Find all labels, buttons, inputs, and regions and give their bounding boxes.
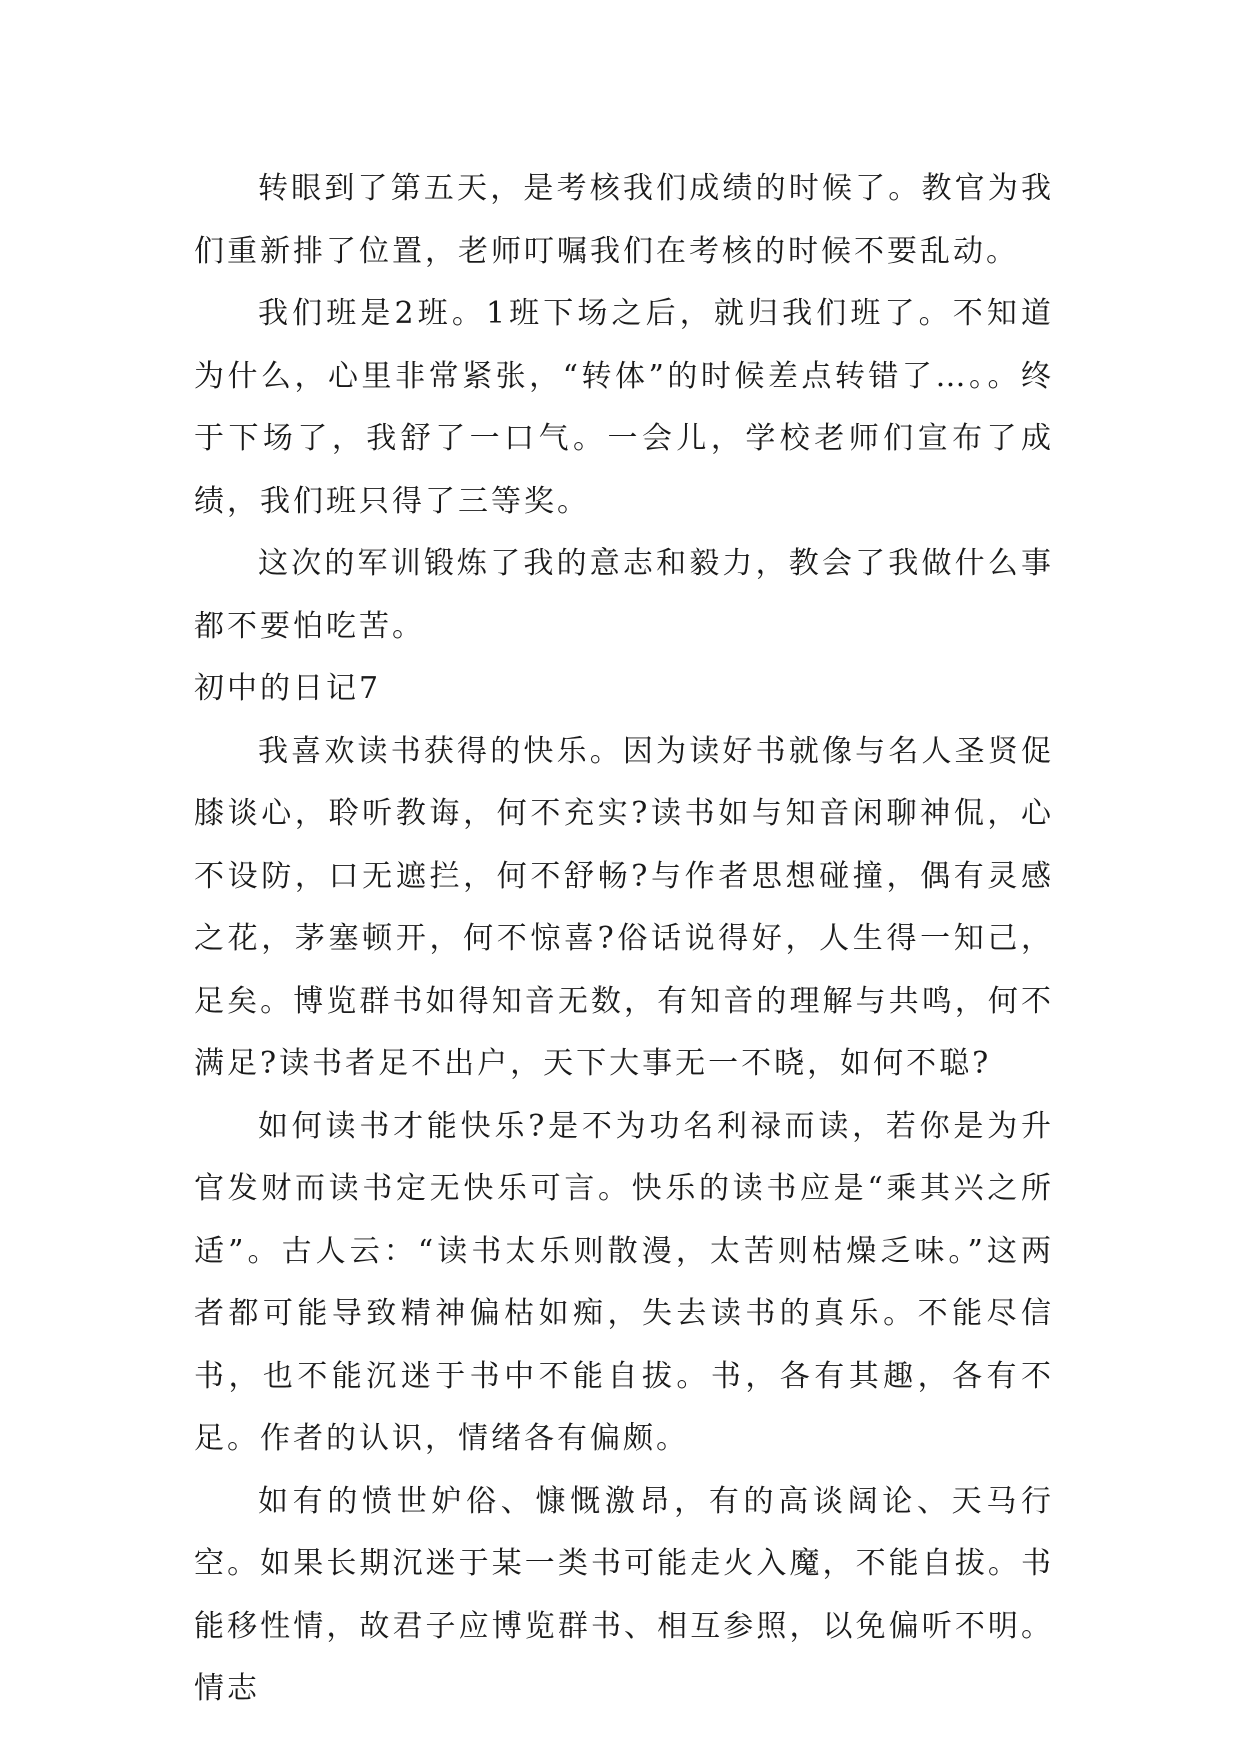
paragraph: 我喜欢读书获得的快乐。因为读好书就像与名人圣贤促膝谈心，聆听教诲，何不充实?读书如与知音闲聊神侃，心不设防，口无遮拦，何不舒畅?与作者思想碰撞，偶有灵感之花，茅塞顿开，何不惊喜?俗话说得好，人生得一知己，足矣。博览群书如得知音无数，有知音的理解与共鸣，何不满足?读书者足不出户，天下大事无一不晓，如何不聪? — [194, 733, 1054, 1081]
section-heading: 初中的日记7 — [194, 671, 382, 706]
paragraph: 如何读书才能快乐?是不为功名利禄而读，若你是为升官发财而读书定无快乐可言。快乐的读书应是“乘其兴之所适”。古人云：“读书太乐则散漫，太苦则枯燥乏味。”这两者都可能导致精神偏枯如痴，失去读书的真乐。不能尽信书，也不能沉迷于书中不能自拔。书，各有其趣，各有不足。作者的认识，情绪各有偏颇。 — [194, 1108, 1054, 1456]
paragraph: 转眼到了第五天，是考核我们成绩的时候了。教官为我们重新排了位置，老师叮嘱我们在考核的时候不要乱动。 — [194, 171, 1054, 269]
paragraph: 我们班是2班。1班下场之后，就归我们班了。不知道为什么，心里非常紧张，“转体”的时候差点转错了…。。终于下场了，我舒了一口气。一会儿，学校老师们宣布了成绩，我们班只得了三等奖。 — [194, 296, 1054, 519]
document-body — [194, 158, 1054, 1721]
paragraph: 如有的愤世妒俗、慷慨激昂，有的高谈阔论、天马行空。如果长期沉迷于某一类书可能走火入魔，不能自拔。书能移性情，故君子应博览群书、相互参照，以免偏听不明。情志 — [194, 1483, 1054, 1706]
paragraph: 这次的军训锻炼了我的意志和毅力，教会了我做什么事都不要怕吃苦。 — [194, 546, 1054, 644]
